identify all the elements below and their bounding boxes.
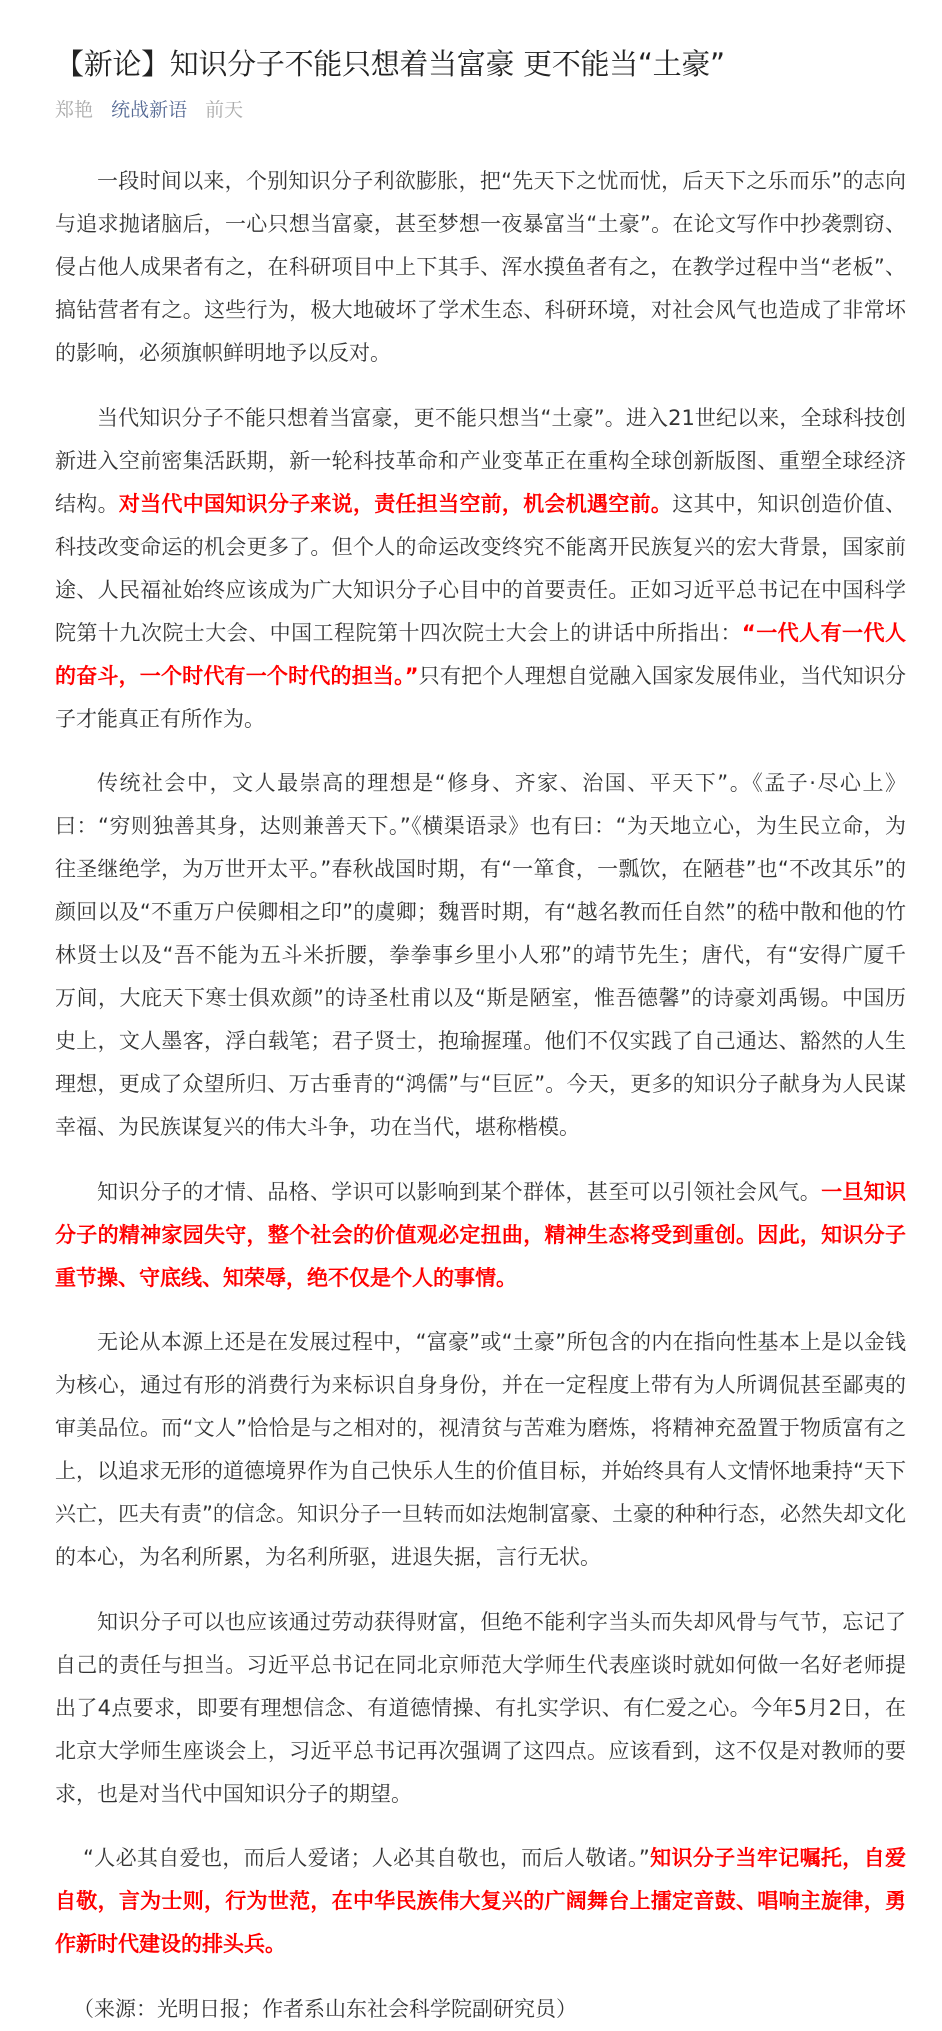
article-meta [55,96,906,124]
paragraph-text: 传统社会中，文人最崇高的理想是“修身、齐家、治国、平天下”。《孟子·尽心上》曰：“穷则独善其身，达则兼善天下。”《横渠语录》也有曰：“为天地立心，为生民立命，为往圣继绝学，为万世开太平。”春秋战国时期，有“一箪食，一瓢饮，在陋巷”也“不改其乐”的颜回以及“不重万户侯卿相之印”的虞卿；魏晋时期，有“越名教而任自然”的嵇中散和他的竹林贤士以及“吾不能为五斗米折腰，拳拳事乡里小人邪”的靖节先生；唐代，有“安得广厦千万间，大庇天下寒士俱欢颜”的诗圣杜甫以及“斯是陋室，惟吾德馨”的诗豪刘禹锡。中国历史上，文人墨客，浮白载笔；君子贤士，抱瑜握瑾。他们不仅实践了自己通达、豁然的人生理想，更成了众望所归、万古垂青的“鸿儒”与“巨匠”。今天，更多的知识分子献身为人民谋幸福、为民族谋复兴的伟大斗争，功在当代，堪称楷模。 [55,771,906,1139]
paragraph-7 [55,1837,906,1966]
paragraph-3 [55,762,906,1149]
paragraph-text: 这其中，知识创造价值、科技改变命运的机会更多了。但个人的命运改变终究不能离开民族复兴的宏大背景，国家前途、人民福祉始终应该成为广大知识分子心目中的首要责任。正如习近平总书记在中国科学院第十九次院士大会、中国工程院第十四次院士大会上的讲话中所指出： [55,491,907,645]
publish-time: 前天 [205,99,244,121]
paragraph-text: 知识分子的才情、品格、学识可以影响到某个群体，甚至可以引领社会风气。 [97,1179,822,1204]
paragraph-5 [55,1321,906,1579]
paragraph-text: 只有把个人理想自觉融入国家发展伟业，当代知识分子才能真正有所作为。 [55,663,906,731]
highlighted-quote: “一代人有一代人的奋斗，一个时代有一个时代的担当。” [55,620,906,688]
paragraph-text: 当代知识分子不能只想着当富豪，更不能只想当“土豪”。进入21世纪以来，全球科技创新进入空前密集活跃期，新一轮科技革命和产业变革正在重构全球创新版图、重塑全球经济结构。 [55,405,906,516]
paragraph-text: 无论从本源上还是在发展过程中，“富豪”或“土豪”所包含的内在指向性基本上是以金钱为核心，通过有形的消费行为来标识自身身份，并在一定程度上带有为人所调侃甚至鄙夷的审美品位。而“文人”恰恰是与之相对的，视清贫与苦难为磨炼，将精神充盈置于物质富有之上，以追求无形的道德境界作为自己快乐人生的价值目标，并始终具有人文情怀地秉持“天下兴亡，匹夫有责”的信念。知识分子一旦转而如法炮制富豪、土豪的种种行态，必然失却文化的本心，为名利所累，为名利所驱，进退失据，言行无状。 [55,1330,906,1569]
author-name: 郑艳 [55,99,94,121]
article-body [55,160,906,2031]
paragraph-6 [55,1601,906,1816]
paragraph-text: 知识分子可以也应该通过劳动获得财富，但绝不能利字当头而失却风骨与气节，忘记了自己的责任与担当。习近平总书记在同北京师范大学师生代表座谈时就如何做一名好老师提出了4点要求，即要有理想信念、有道德情操、有扎实学识、有仁爱之心。今年5月2日，在北京大学师生座谈会上，习近平总书记再次强调了这四点。应该看到，这不仅是对教师的要求，也是对当代中国知识分子的期望。 [55,1609,906,1806]
paragraph-text: “人必其自爱也，而后人爱诸；人必其自敬也，而后人敬诸。” [83,1846,650,1870]
source-footnote: （来源：光明日报；作者系山东社会科学院副研究员） [73,1996,577,2021]
article-title: 【新论】知识分子不能只想着当富豪 更不能当“土豪” [55,47,725,81]
paragraph-1 [55,160,906,375]
paragraph-2 [55,397,906,741]
highlighted-text: 对当代中国知识分子来说，责任担当空前，机会机遇空前。 [118,491,673,516]
paragraph-text: 一段时间以来，个别知识分子利欲膨胀，把“先天下之忧而忧，后天下之乐而乐”的志向与追求抛诸脑后，一心只想当富豪，甚至梦想一夜暴富当“土豪”。在论文写作中抄袭剽窃、侵占他人成果者有之，在科研项目中上下其手、浑水摸鱼者有之，在教学过程中当“老板”、搞钻营者有之。这些行为，极大地破坏了学术生态、科研环境，对社会风气也造成了非常坏的影响，必须旗帜鲜明地予以反对。 [55,169,906,365]
paragraph-4 [55,1171,906,1300]
highlighted-text: 知识分子当牢记嘱托，自爱自敬，言为士则，行为世范，在中华民族伟大复兴的广阔舞台上擂定音鼓、唱响主旋律，勇作新时代建设的排头兵。 [55,1846,906,1956]
highlighted-text: 一旦知识分子的精神家园失守，整个社会的价值观必定扭曲，精神生态将受到重创。因此，知识分子重节操、守底线、知荣辱，绝不仅是个人的事情。 [55,1179,907,1290]
account-name-link[interactable]: 统战新语 [111,99,188,121]
